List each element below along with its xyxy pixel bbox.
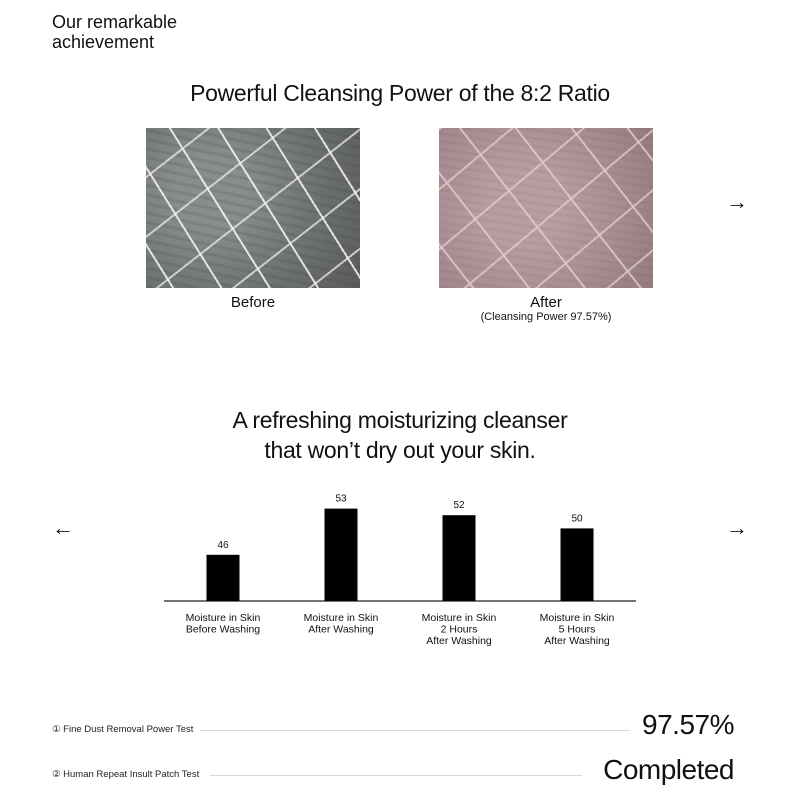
chart-data-label: 50 [571, 513, 583, 525]
after-skin-image [439, 128, 653, 288]
before-skin-image [146, 128, 360, 288]
test-value: 97.57% [642, 709, 734, 740]
test-row-patch-test [52, 750, 742, 786]
test-label: ① Fine Dust Removal Power Test [52, 724, 194, 735]
chart-tick-label: Moisture in Skin Before Washing [185, 612, 261, 636]
chart-data-label: 46 [217, 539, 229, 551]
chart-bar [443, 515, 476, 601]
row-divider [200, 730, 630, 731]
test-label: ② Human Repeat Insult Patch Test [52, 769, 200, 780]
cleansing-next-arrow-icon[interactable]: → [726, 189, 748, 214]
moisture-bar-chart [150, 480, 650, 660]
before-caption: Before [230, 294, 276, 311]
after-caption: After [530, 294, 562, 311]
cleansing-title: Powerful Cleansing Power of the 8:2 Ratio [190, 80, 610, 106]
chart-tick-label: Moisture in Skin After Washing [303, 612, 379, 636]
row-divider [210, 775, 582, 776]
test-row-fine-dust [52, 705, 742, 741]
moisture-next-arrow-icon[interactable]: → [726, 515, 748, 540]
moisture-prev-arrow-icon[interactable]: ← [52, 515, 74, 540]
chart-bar [561, 528, 594, 601]
chart-tick-label: Moisture in Skin 2 Hours After Washing [421, 612, 497, 647]
chart-data-label: 53 [335, 493, 347, 505]
section-title: Our remarkable achievement [52, 12, 178, 52]
chart-data-label: 52 [453, 500, 465, 512]
chart-bar [207, 555, 240, 601]
moisture-title: A refreshing moisturizing cleanser that won’t dry out your skin. [232, 407, 568, 463]
test-value: Completed [603, 754, 734, 785]
chart-bar [325, 509, 358, 601]
after-subcaption: (Cleansing Power 97.57%) [480, 311, 612, 323]
chart-tick-label: Moisture in Skin 5 Hours After Washing [539, 612, 615, 647]
